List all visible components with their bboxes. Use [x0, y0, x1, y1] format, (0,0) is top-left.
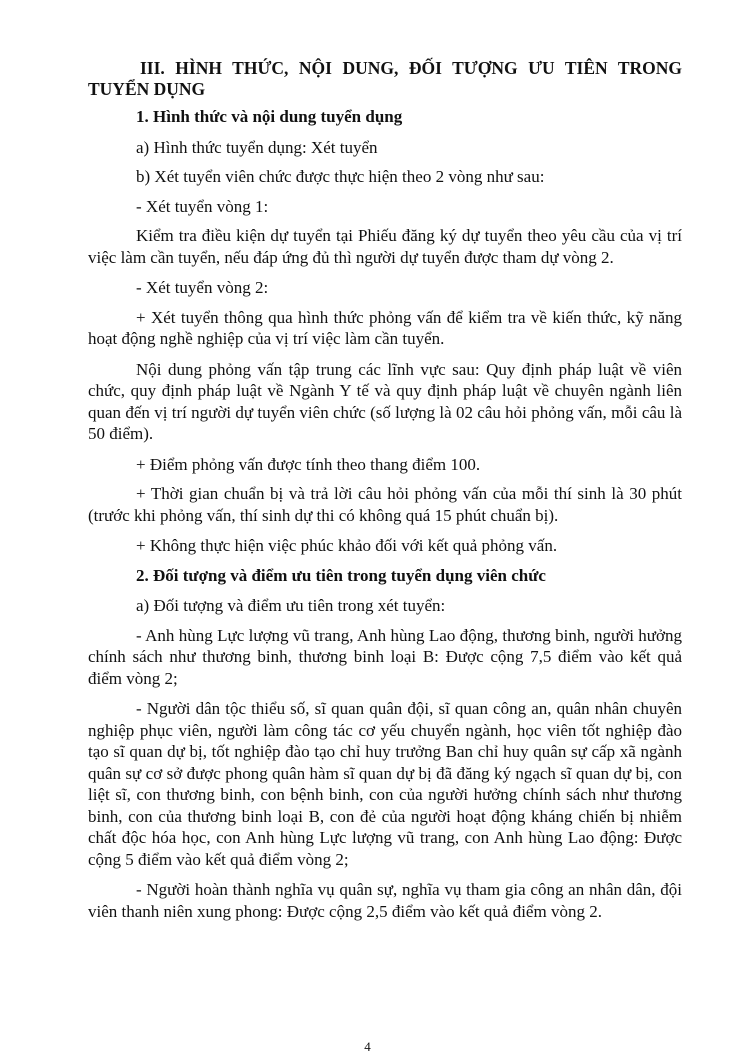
paragraph: a) Hình thức tuyển dụng: Xét tuyển	[136, 137, 378, 157]
page-number: 4	[364, 1039, 371, 1054]
paragraph: - Người hoàn thành nghĩa vụ quân sự, nghĩa vụ tham gia công an nhân dân, đội viên thanh niên xung phong: Được cộng 2,5 điểm vào kết quả điểm vòng 2.	[88, 880, 682, 921]
part2-heading: 2. Đối tượng và điểm ưu tiên trong tuyển dụng viên chức	[136, 565, 546, 585]
paragraph: + Thời gian chuẩn bị và trả lời câu hỏi phỏng vấn của mỗi thí sinh là 30 phút (trước khi phỏng vấn, thí sinh dự thi có không quá 15 phút chuẩn bị).	[88, 484, 682, 525]
part1-heading: 1. Hình thức và nội dung tuyển dụng	[136, 107, 403, 126]
paragraph: + Điểm phỏng vấn được tính theo thang điểm 100.	[136, 454, 481, 474]
paragraph: Nội dung phỏng vấn tập trung các lĩnh vực sau: Quy định pháp luật về viên chức, quy định pháp luật về Ngành Y tế và quy định pháp luật về chuyên ngành liên quan đến vị trí người dự tuyển viên chức (số lượng là 02 câu hỏi phỏng vấn, mỗi câu là 50 điểm).	[88, 359, 682, 443]
paragraph: b) Xét tuyển viên chức được thực hiện theo 2 vòng như sau:	[136, 167, 545, 186]
paragraph: - Xét tuyển vòng 1:	[136, 196, 269, 216]
paragraph: + Xét tuyển thông qua hình thức phỏng vấn để kiểm tra về kiến thức, kỹ năng hoạt động nghề nghiệp của vị trí việc làm cần tuyển.	[88, 307, 682, 348]
document-body	[88, 58, 682, 931]
paragraph: - Người dân tộc thiểu số, sĩ quan quân đội, sĩ quan công an, quân nhân chuyên nghiệp phục viên, người làm công tác cơ yếu chuyển ngành, học viên tốt nghiệp đào tạo sĩ quan dự bị, tốt nghiệp đào tạo chỉ huy trưởng Ban chỉ huy quân sự cấp xã ngành quân sự cơ sở được phong quân hàm sĩ quan dự bị đã đăng ký ngạch sĩ quan dự bị, con liệt sĩ, con thương binh, con bệnh binh, con của người hưởng chính sách như thương binh, con của thương binh loại B, con đẻ của người hoạt động kháng chiến bị nhiễm chất độc hóa học, con Anh hùng Lực lượng vũ trang, con Anh hùng Lao động: Được cộng 5 điểm vào kết quả điểm vòng 2;	[88, 699, 682, 869]
paragraph: - Xét tuyển vòng 2:	[136, 278, 269, 297]
paragraph: a) Đối tượng và điểm ưu tiên trong xét tuyển:	[136, 596, 446, 615]
section-title: III. HÌNH THỨC, NỘI DUNG, ĐỐI TƯỢNG ƯU TIÊN TRONG TUYỂN DỤNG	[88, 58, 682, 99]
paragraph: + Không thực hiện việc phúc khảo đối với kết quả phỏng vấn.	[136, 536, 558, 555]
paragraph: Kiểm tra điều kiện dự tuyển tại Phiếu đăng ký dự tuyển theo yêu cầu của vị trí việc làm cần tuyển, nếu đáp ứng đủ thì người dự tuyển được tham dự vòng 2.	[88, 226, 682, 267]
paragraph: - Anh hùng Lực lượng vũ trang, Anh hùng Lao động, thương binh, người hưởng chính sách như thương binh, thương binh loại B: Được cộng 7,5 điểm vào kết quả điểm vòng 2;	[88, 625, 682, 688]
